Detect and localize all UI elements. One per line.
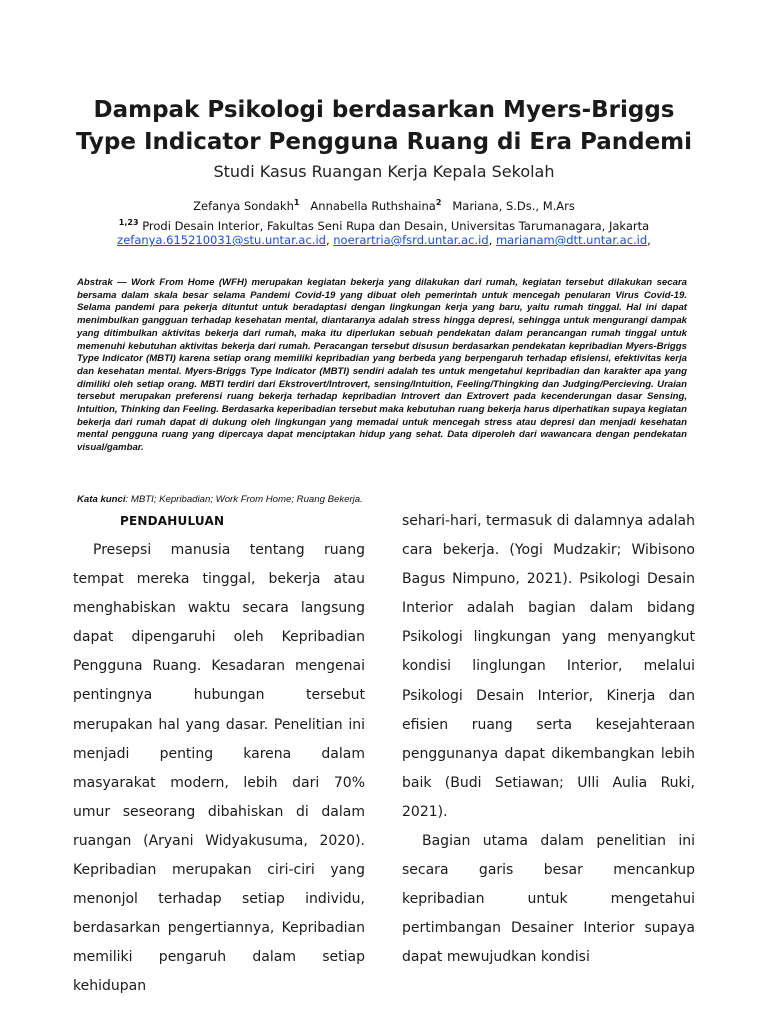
- email-link[interactable]: zefanya.615210031@stu.untar.ac.id: [117, 233, 326, 247]
- email-link[interactable]: noerartria@fsrd.untar.ac.id: [333, 233, 489, 247]
- body-paragraph: Bagian utama dalam penelitian ini secara garis besar mencankup kepribadian untuk mengetahui pertimbangan Desainer Interior supaya dapat mewujudkan kondisi: [402, 833, 695, 966]
- section-heading: PENDAHULUAN: [120, 514, 225, 528]
- paper-subtitle: Studi Kasus Ruangan Kerja Kepala Sekolah: [213, 162, 555, 181]
- email-link[interactable]: marianam@dtt.untar.ac.id: [495, 233, 648, 247]
- author-superscript: 2: [435, 198, 442, 207]
- body-paragraph: Presepsi manusia tentang ruang tempat mereka tinggal, bekerja atau menghabiskan waktu secara langsung dapat dipengaruhi oleh Kepribadian Pengguna Ruang. Kesadaran mengenai pentingnya hubungan tersebut merupakan hal yang dasar. Penelitian ini menjadi penting karena dalam masyarakat modern, lebih dari 70% umur seseorang dibahiskan di dalam ruangan (Aryani Widyakusuma, 2020). Kepribadian merupakan ciri-ciri yang menonjol terhadap setiap individu, berdasarkan pengertiannya, Kepribadian memiliki pengaruh dalam setiap kehidupan: [73, 542, 365, 995]
- affiliation-superscript: 1,23: [118, 218, 139, 227]
- author-name: Zefanya Sondakh: [193, 198, 294, 213]
- email-list: zefanya.615210031@stu.untar.ac.id, noerartria@fsrd.untar.ac.id, marianam@dtt.untar.ac.id,: [117, 233, 651, 247]
- author-name: Annabella Ruthshaina: [310, 198, 436, 213]
- left-column: [73, 536, 365, 1002]
- author-name: Mariana, S.Ds., M.Ars: [452, 198, 575, 213]
- right-column: [402, 507, 695, 973]
- body-paragraph: sehari-hari, termasuk di dalamnya adalah cara bekerja. (Yogi Mudzakir; Wibisono Bagus Nimpuno, 2021). Psikologi Desain Interior adalah bagian dalam bidang Psikologi lingkungan yang menyangkut kondisi linglungan Interior, melalui Psikologi Desain Interior, Kinerja dan efisien ruang serta kesejahteraan penggunanya dapat dikembangkan lebih baik (Budi Setiawan; Ulli Aulia Ruki, 2021).: [402, 513, 695, 820]
- author-list: [60, 194, 708, 215]
- author-superscript: 1: [293, 198, 300, 207]
- keywords: [77, 493, 687, 506]
- keywords-label: Kata kunci: [77, 494, 126, 505]
- affiliation-text: Prodi Desain Interior, Fakultas Seni Rupa dan Desain, Universitas Tarumanagara, Jakarta: [142, 218, 650, 233]
- abstract: Abstrak — Work From Home (WFH) merupakan kegiatan bekerja yang dilakukan dari rumah, kegiatan tersebut dilakukan secara bersama dalam skala besar selama Pandemi Covid-19 yang dibuat oleh pemerintah untuk mencegah penularan Virus Covid-19. Selama pandemi para pekerja dituntut untuk beradaptasi dengan lingkungan kerja yang baru, yaitu rumah tinggal. Hal ini dapat menimbulkan gangguan terhadap kesehatan mental, diantaranya adalah stress hingga depresi, sehingga untuk mengurangi dampak yang ditimbulkan aktivitas bekerja dari rumah, maka itu diperlukan sebuah pendekatan dalam perancangan rumah tinggal untuk memenuhi kebutuhan aktivitas bekerja dari rumah. Peracangan tersebut disusun berdasarkan pendekatan kepribadian Myers-Briggs Type Indicator (MBTI) karena setiap orang memiliki kepribadian yang berbeda yang berpengaruh terhadap efisiensi, efektivitas kerja dan kesehatan mental. Myers-Briggs Type Indicator (MBTI) sendiri adalah tes untuk mengetahui kepribadian dan karakter apa yang dimiliki oleh setiap orang. MBTI terdiri dari Ekstrovert/Introvert, sensing/Intuition, Feeling/Thingking dan Judging/Percieving. Uraian tersebut merupakan preferensi ruang bekerja terhadap kepribadian Introvert dan Extrovert pada kecenderungan dasar Sensing, Intuition, Thinking dan Feeling. Berdasarka keperibadian tersebut maka kebutuhan ruang bekerja harus diperhatikan supaya kegiatan bekerja dari rumah dapat di dukung oleh lingkungan yang memadai untuk mencegah stress atau depresi dan menjadi kesehatan mental pengguna ruang yang dipercaya dapat menciptakan hidup yang sehat. Data diperoleh dari wawancara dengan pendekatan visual/gambar.: [77, 277, 687, 454]
- paper-title: Dampak Psikologi berdasarkan Myers-Briggs Type Indicator Pengguna Ruang di Era Pandemi: [75, 97, 693, 155]
- keywords-list: : MBTI; Kepribadian; Work From Home; Ruang Bekerja.: [125, 494, 363, 505]
